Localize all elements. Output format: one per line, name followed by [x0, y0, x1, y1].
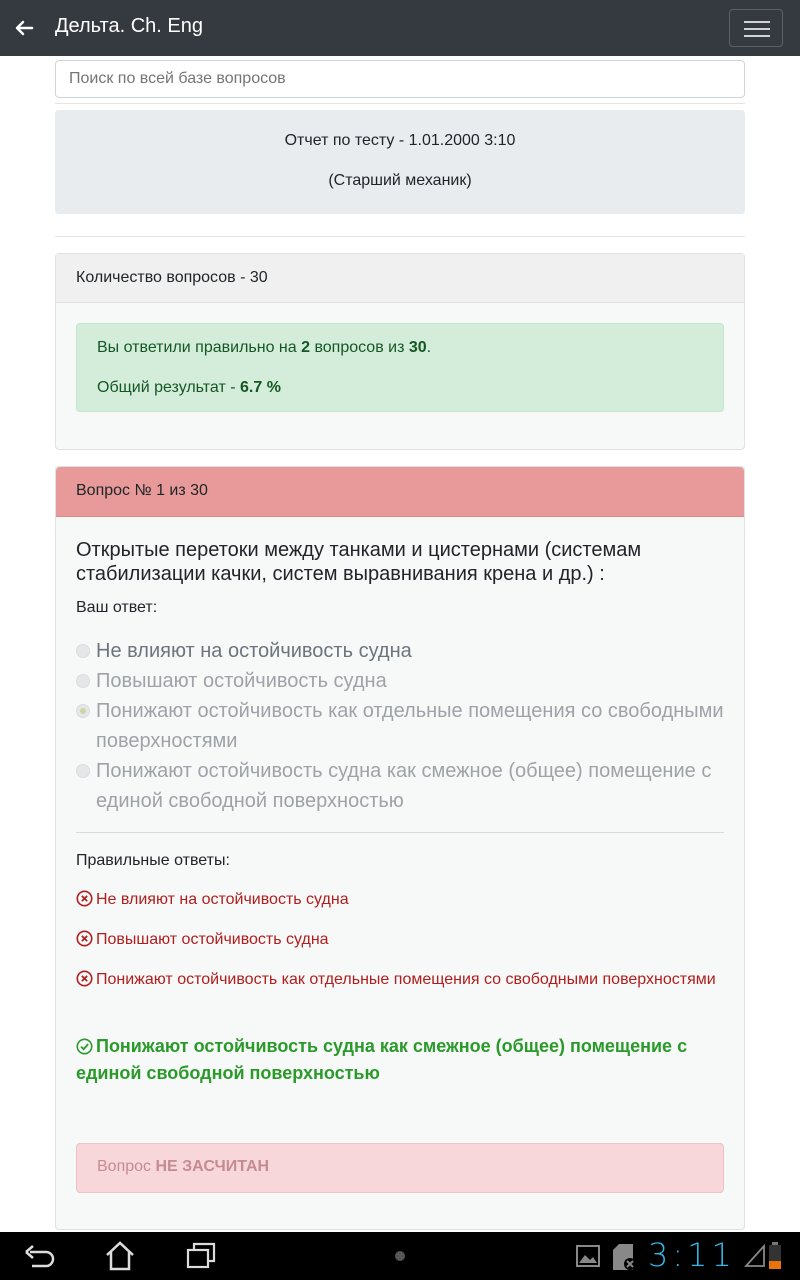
report-subtitle: (Старший механик): [328, 172, 472, 189]
divider: [55, 236, 745, 237]
signal-icon: [744, 1244, 766, 1268]
check-circle-icon: [76, 1038, 93, 1055]
result-line: Общий результат - 6.7 %: [97, 379, 281, 396]
wrong-circle-x-icon: [76, 890, 93, 907]
app-bar: [0, 0, 800, 56]
menu-toggle-button[interactable]: [729, 9, 783, 47]
radio-button-checked: [76, 704, 90, 718]
report-panel: [55, 110, 745, 214]
result-alert: [76, 323, 724, 412]
option-radio: Не влияют на остойчивость судна: [76, 636, 726, 666]
sd-card-icon: [611, 1242, 639, 1272]
option-radio-selected: Понижают остойчивость как отдельные помещения со свободными поверхностями: [76, 696, 726, 756]
answer-correct: Понижают остойчивость судна как смежное (общее) помещение с единой свободной поверхностью: [76, 1036, 688, 1083]
divider: [55, 103, 745, 104]
center-dot-icon: [394, 1250, 406, 1262]
wrong-circle-x-icon: [76, 970, 93, 987]
recent-apps-icon[interactable]: [186, 1241, 216, 1271]
answer-wrong: Не влияют на остойчивость судна: [76, 888, 716, 912]
option-radio: Повышают остойчивость судна: [76, 666, 726, 696]
radio-button: [76, 644, 90, 658]
question-status-alert: Вопрос НЕ ЗАСЧИТАН: [76, 1143, 724, 1193]
search-input[interactable]: [55, 60, 745, 98]
divider: [76, 832, 724, 833]
your-answer-label: Ваш ответ:: [76, 599, 158, 616]
answered-line: Вы ответили правильно на 2 вопросов из 30.: [97, 339, 432, 356]
back-nav-icon[interactable]: [24, 1242, 56, 1270]
app-title: Дельта. Ch. Eng: [55, 15, 203, 37]
report-title: Отчет по тесту - 1.01.2000 3:10: [284, 132, 516, 149]
wrong-circle-x-icon: [76, 930, 93, 947]
back-arrow-icon[interactable]: [10, 14, 38, 42]
status-clock: 3:11: [648, 1236, 736, 1274]
home-nav-icon[interactable]: [104, 1240, 136, 1272]
hamburger-icon: [744, 21, 770, 23]
answer-wrong: Повышают остойчивость судна: [76, 928, 716, 952]
summary-header: Количество вопросов - 30: [56, 254, 744, 303]
gallery-icon: [576, 1245, 600, 1267]
question-card: [55, 466, 745, 1230]
answer-wrong: Понижают остойчивость как отдельные помещения со свободными поверхностями: [76, 968, 716, 992]
question-header: Вопрос № 1 из 30: [56, 467, 744, 517]
battery-icon: [768, 1242, 782, 1270]
correct-answers-label: Правильные ответы:: [76, 852, 230, 869]
summary-card: [55, 253, 745, 450]
option-radio: Понижают остойчивость судна как смежное (общее) помещение с единой свободной поверхностью: [76, 756, 726, 816]
question-text: Открытые перетоки между танками и цистернами (системам стабилизации качки, систем выравнивания крена и др.) :: [76, 539, 642, 585]
radio-button: [76, 764, 90, 778]
radio-button: [76, 674, 90, 688]
